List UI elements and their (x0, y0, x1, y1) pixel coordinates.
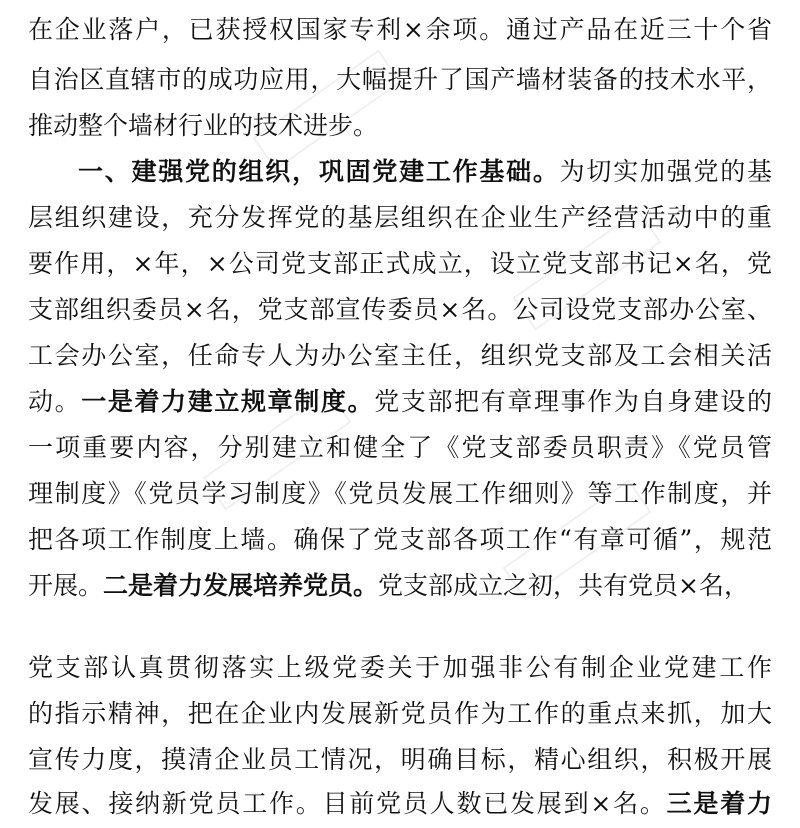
bold-point-3: 三是着力 (666, 789, 772, 818)
bold-point-2: 二是着力发展培养党员。 (103, 571, 379, 600)
paragraph-line: 要作用，×年，×公司党支部正式成立，设立党支部书记×名，党 (28, 249, 772, 278)
line-start-text: 动。 (28, 387, 82, 416)
paragraph-line: 理制度》《党员学习制度》《党员发展工作细则》等工作制度，并 (28, 479, 772, 508)
paragraph-line: 的指示精神，把在企业内发展新党员作为工作的重点来抓，加大 (28, 699, 772, 728)
line-text: 发展、接纳新党员工作。目前党员人数已发展到×名。 (28, 789, 667, 818)
section-heading-line (78, 148, 772, 196)
heading-tail-text: 为切实加强党的基 (559, 157, 772, 186)
section-heading: 一、建强党的组织，巩固党建工作基础。 (78, 157, 560, 186)
line-tail-text: 党支部成立之初，共有党员×名， (378, 571, 749, 600)
paragraph-line: 层组织建设，充分发挥党的基层组织在企业生产经营活动中的重 (28, 203, 772, 232)
paragraph-line: 把各项工作制度上墙。确保了党支部各项工作“有章可循”，规范 (28, 525, 772, 554)
paragraph-line: 推动整个墙材行业的技术进步。 (28, 111, 379, 140)
paragraph-line: 工会办公室，任命专人为办公室主任，组织党支部及工会相关活 (28, 341, 772, 370)
bold-point-1: 一是着力建立规章制度。 (81, 387, 375, 416)
paragraph-line: 自治区直辖市的成功应用，大幅提升了国产墙材装备的技术水平， (28, 65, 772, 94)
paragraph-line: 支部组织委员×名，党支部宣传委员×名。公司设党支部办公室、 (28, 295, 772, 324)
paragraph-line (28, 378, 772, 426)
paragraph-line-partial (28, 780, 772, 828)
paragraph-line (28, 562, 772, 610)
paragraph-line: 党支部认真贯彻落实上级党委关于加强非公有制企业党建工作 (28, 653, 772, 682)
paragraph-line: 一项重要内容，分别建立和健全了《党支部委员职责》《党员管 (28, 433, 772, 462)
paragraph-line: 在企业落户，已获授权国家专利×余项。通过产品在近三十个省 (28, 15, 772, 44)
line-tail-text: 党支部把有章理事作为自身建设的 (374, 387, 772, 416)
paragraph-line: 宣传力度，摸清企业员工情况，明确目标，精心组织，积极开展 (28, 745, 772, 774)
line-start-text: 开展。 (28, 571, 104, 600)
